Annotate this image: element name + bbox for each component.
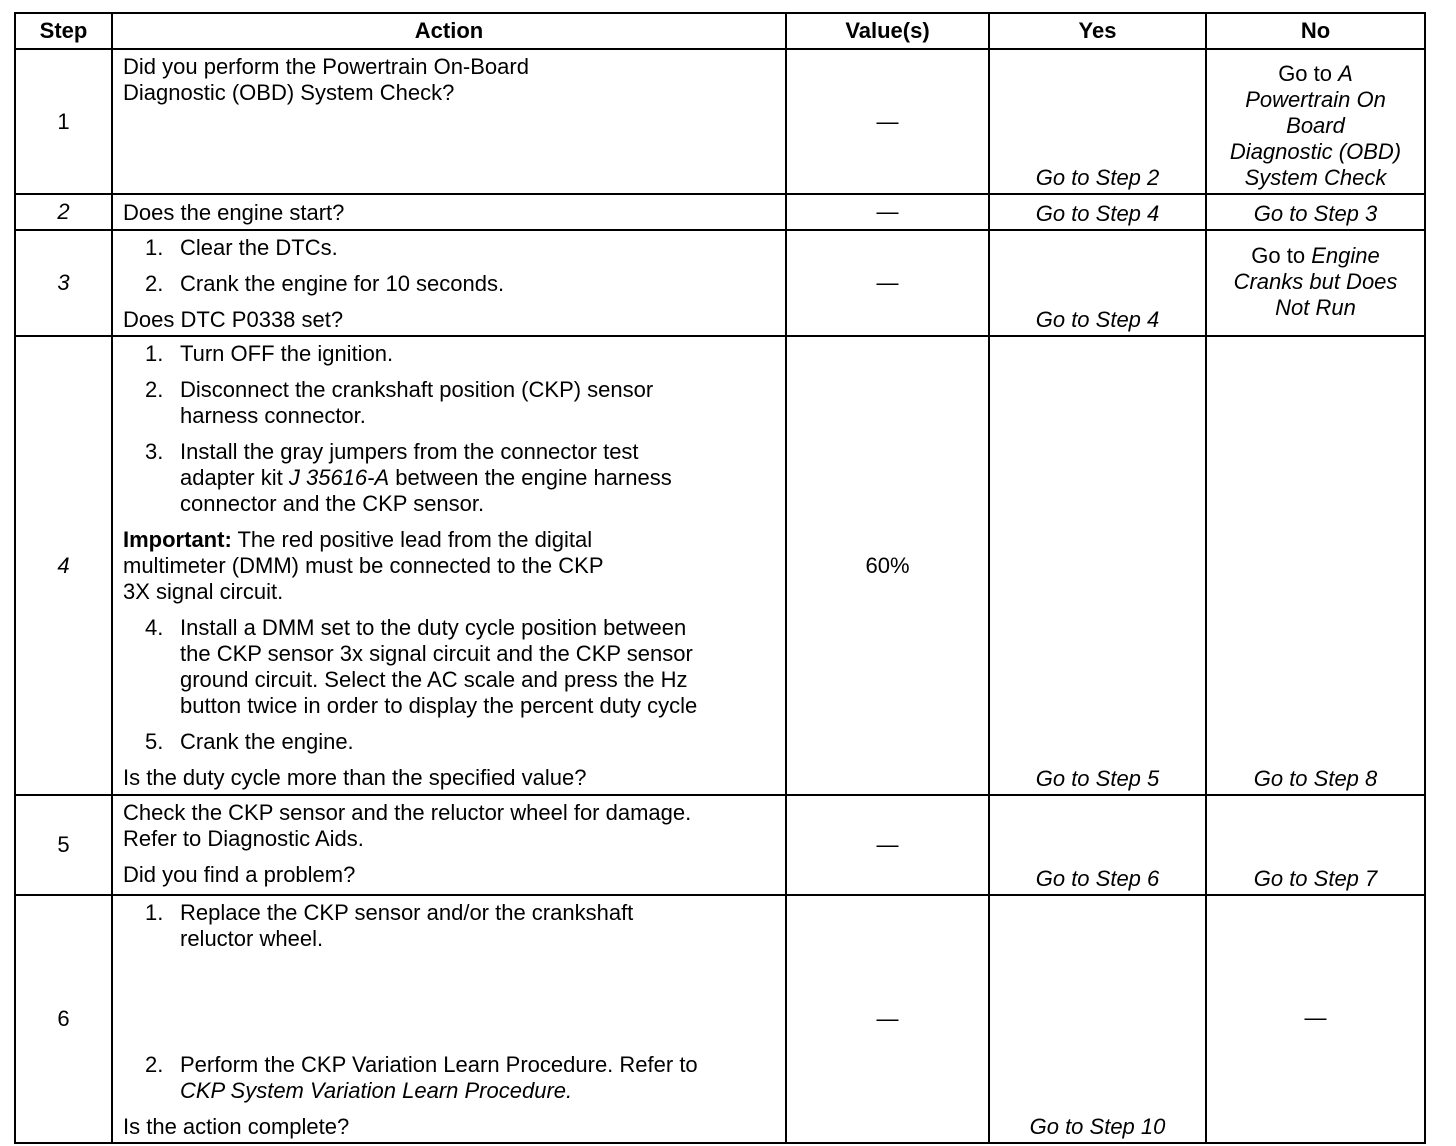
no-link[interactable]: Go to Step 3 (1206, 194, 1425, 230)
important-label: Important: (123, 527, 232, 552)
step-number: 4 (15, 336, 112, 795)
no-ref: Not Run (1275, 295, 1356, 320)
list-item: 2. Crank the engine for 10 seconds. (145, 271, 505, 296)
no-ref: Diagnostic (OBD) (1229, 139, 1402, 164)
no-link[interactable] (1206, 230, 1425, 336)
no-prefix: Go to (1251, 243, 1306, 268)
step-number: 2 (15, 194, 112, 230)
action-steps (123, 235, 775, 297)
no-ref: Board (1286, 113, 1345, 138)
action-steps (123, 341, 775, 517)
no-value: — (1206, 895, 1425, 1143)
no-ref: A (1338, 61, 1353, 86)
table-row-step-4 (15, 336, 1425, 795)
table-row-step-2 (15, 194, 1425, 230)
diagnostic-table (14, 12, 1426, 1144)
yes-link[interactable]: Go to Step 4 (989, 194, 1206, 230)
value-cell: 60% (786, 336, 989, 795)
list-item: 4. Install a DMM set to the duty cycle position between the CKP sensor 3x signal circuit and the CKP sensor ground circuit. Select the AC scale and press the Hz button twice in order to display the percent duty cycle (145, 615, 698, 718)
action-text: Refer to Diagnostic Aids. (123, 826, 364, 851)
action-text: Diagnostic (OBD) System Check? (123, 80, 455, 105)
important-note: Important: The red positive lead from the digital multimeter (DMM) must be connected to the CKP 3X signal circuit. (123, 527, 604, 604)
header-step: Step (15, 13, 112, 49)
yes-link[interactable]: Go to Step 10 (989, 895, 1206, 1143)
step-number: 6 (15, 895, 112, 1143)
no-ref: System Check (1244, 165, 1387, 190)
value-cell: — (786, 795, 989, 895)
list-item: 1. Clear the DTCs. (145, 235, 338, 260)
header-values: Value(s) (786, 13, 989, 49)
procedure-ref: CKP System Variation Learn Procedure. (180, 1078, 573, 1103)
header-action: Action (112, 13, 786, 49)
header-yes: Yes (989, 13, 1206, 49)
no-link[interactable]: Go to Step 8 (1206, 336, 1425, 795)
list-item: 1. Replace the CKP sensor and/or the crankshaft reluctor wheel. (145, 900, 634, 951)
no-link[interactable]: Go to Step 7 (1206, 795, 1425, 895)
list-item: 5. Crank the engine. (145, 729, 354, 754)
no-ref: Engine (1311, 243, 1380, 268)
action-text: Did you perform the Powertrain On-Board (123, 54, 529, 79)
step-number: 5 (15, 795, 112, 895)
action-cell (112, 230, 786, 336)
yes-link[interactable]: Go to Step 4 (989, 230, 1206, 336)
list-item: 2. Disconnect the crankshaft position (CKP) sensor harness connector. (145, 377, 654, 428)
tool-ref: J 35616-A (288, 465, 390, 490)
step-number: 3 (15, 230, 112, 336)
no-prefix: Go to (1278, 61, 1332, 86)
table-row-step-5 (15, 795, 1425, 895)
action-question: Does DTC P0338 set? (123, 307, 344, 332)
list-item: 3. Install the gray jumpers from the connector test adapter kit J 35616-A between the engine harness connector and the CKP sensor. (145, 439, 672, 516)
action-cell (112, 336, 786, 795)
table-row-step-1 (15, 49, 1425, 194)
list-item: 1. Turn OFF the ignition. (145, 341, 394, 366)
action-text: Does the engine start? (112, 194, 786, 230)
action-steps (123, 615, 775, 755)
list-item: 2. Perform the CKP Variation Learn Procedure. Refer to CKP System Variation Learn Procedure. (123, 1052, 775, 1104)
action-cell (112, 895, 786, 1143)
action-steps (123, 900, 775, 952)
action-text: Check the CKP sensor and the reluctor wheel for damage. (123, 800, 692, 825)
header-no: No (1206, 13, 1425, 49)
yes-link[interactable]: Go to Step 6 (989, 795, 1206, 895)
action-cell (112, 49, 786, 194)
table-row-step-3 (15, 230, 1425, 336)
action-question: Is the duty cycle more than the specified value? (123, 765, 587, 790)
action-steps (123, 1052, 775, 1104)
action-cell (112, 795, 786, 895)
value-cell: — (786, 230, 989, 336)
no-ref: Powertrain On (1245, 87, 1386, 112)
yes-link[interactable]: Go to Step 2 (989, 49, 1206, 194)
header-row (15, 13, 1425, 49)
no-link[interactable] (1206, 49, 1425, 194)
value-cell: — (786, 194, 989, 230)
no-ref: Cranks but Does (1233, 269, 1398, 294)
yes-link[interactable]: Go to Step 5 (989, 336, 1206, 795)
step-number: 1 (15, 49, 112, 194)
action-question: Did you find a problem? (123, 862, 356, 887)
value-cell: — (786, 895, 989, 1143)
value-cell: — (786, 49, 989, 194)
table-row-step-6 (15, 895, 1425, 1143)
action-question: Is the action complete? (123, 1114, 350, 1139)
